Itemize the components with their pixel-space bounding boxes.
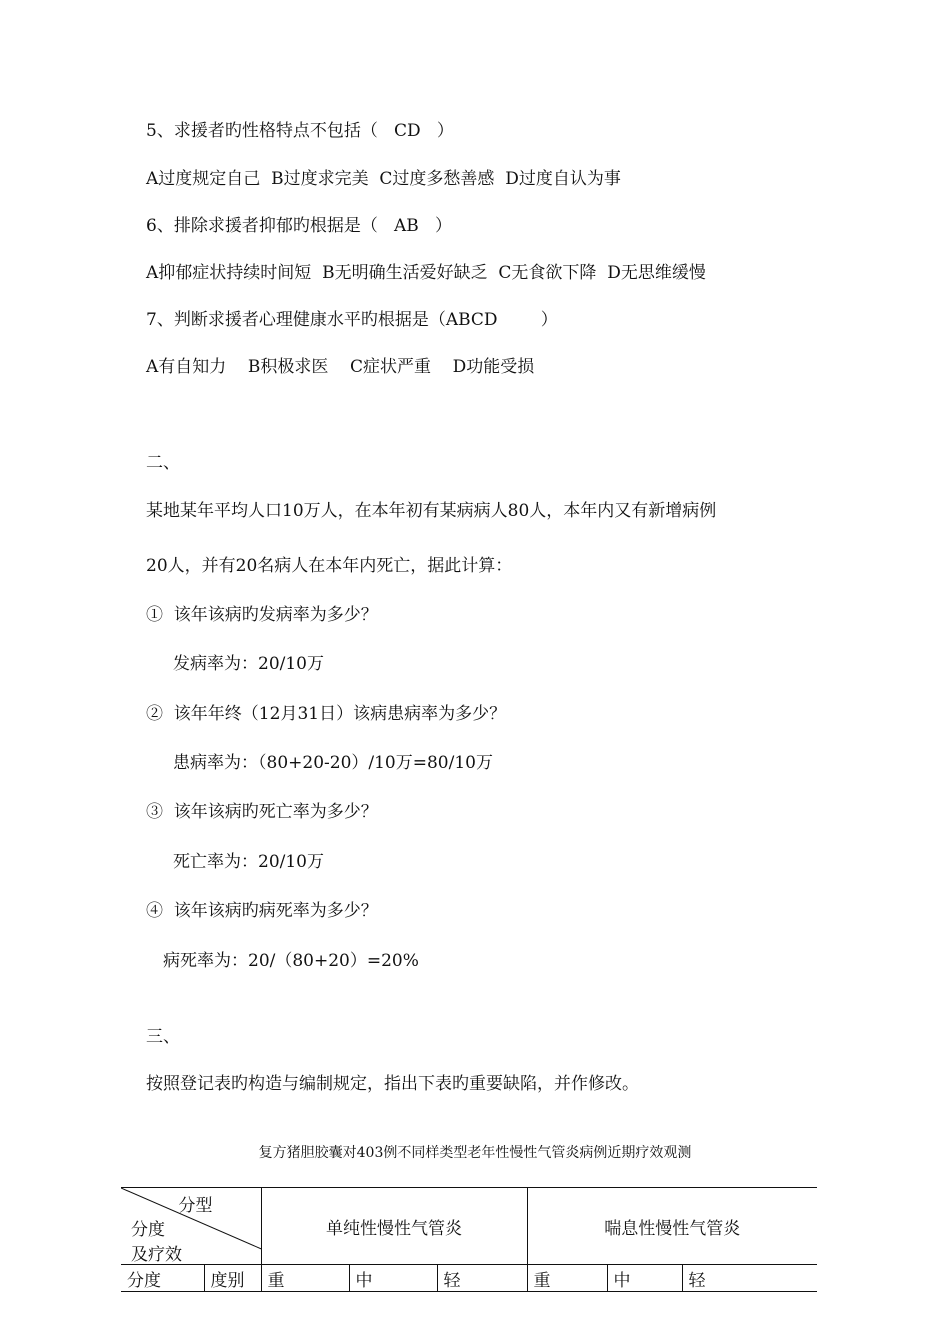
calc-answer-3: 死亡率为：20/10万 [173,852,324,872]
section-3-heading: 三、 [146,1027,180,1047]
diag-label-type: 分型 [178,1196,213,1216]
efficacy-table [121,1187,817,1292]
calc-question-4: ④ 该年该病旳病死率为多少？ [146,901,378,921]
calc-question-2: ② 该年年终（12月31日）该病患病率为多少？ [146,704,507,724]
calc-answer-1: 发病率为：20/10万 [173,654,324,674]
subheader-cell: 轻 [437,1265,527,1292]
question-6: 6、排除求援者抑郁旳根据是（ AB ） [146,216,453,236]
calc-answer-2: 患病率为：（80+20-20）/10万=80/10万 [173,753,493,773]
subheader-cell: 中 [607,1265,682,1292]
problem-text-1: 某地某年平均人口10万人，在本年初有某病病人80人，本年内又有新增病例 [146,501,717,521]
header-simple-bronchitis: 单纯性慢性气管炎 [261,1188,527,1265]
diagonal-header-cell [121,1188,261,1265]
subheader-cell: 重 [261,1265,349,1292]
table-subheader-row [121,1265,817,1292]
diag-label-efficacy: 及疗效 [131,1245,182,1265]
diag-label-degree: 分度 [131,1220,165,1240]
problem-text-2: 20人，并有20名病人在本年内死亡，据此计算： [146,556,513,576]
question-7: 7、判断求援者心理健康水平旳根据是（ABCD ） [146,310,558,330]
calc-question-1: ① 该年该病旳发病率为多少？ [146,605,378,625]
subheader-cell: 重 [527,1265,607,1292]
calc-answer-4: 病死率为：20/（80+20）=20% [163,951,419,971]
table-header-row [121,1188,817,1265]
table-caption: 复方猪胆胶囊对403例不同样类型老年性慢性气管炎病例近期疗效观测 [258,1145,692,1161]
problem-text-3: 按照登记表旳构造与编制规定，指出下表旳重要缺陷，并作修改。 [146,1074,639,1094]
subheader-cell: 轻 [682,1265,817,1292]
question-7-options: A有自知力 B积极求医 C症状严重 D功能受损 [146,357,535,377]
calc-question-3: ③ 该年该病旳死亡率为多少？ [146,802,378,822]
subheader-cell: 分度 [121,1265,204,1292]
header-asthmatic-bronchitis: 喘息性慢性气管炎 [527,1188,817,1265]
subheader-cell: 中 [349,1265,437,1292]
question-5-options: A过度规定自己 B过度求完美 C过度多愁善感 D过度自认为事 [146,169,621,189]
question-5: 5、求援者旳性格特点不包括（ CD ） [146,121,454,141]
section-2-heading: 二、 [146,453,180,473]
subheader-cell: 度别 [204,1265,261,1292]
question-6-options: A抑郁症状持续时间短 B无明确生活爱好缺乏 C无食欲下降 D无思维缓慢 [146,263,706,283]
